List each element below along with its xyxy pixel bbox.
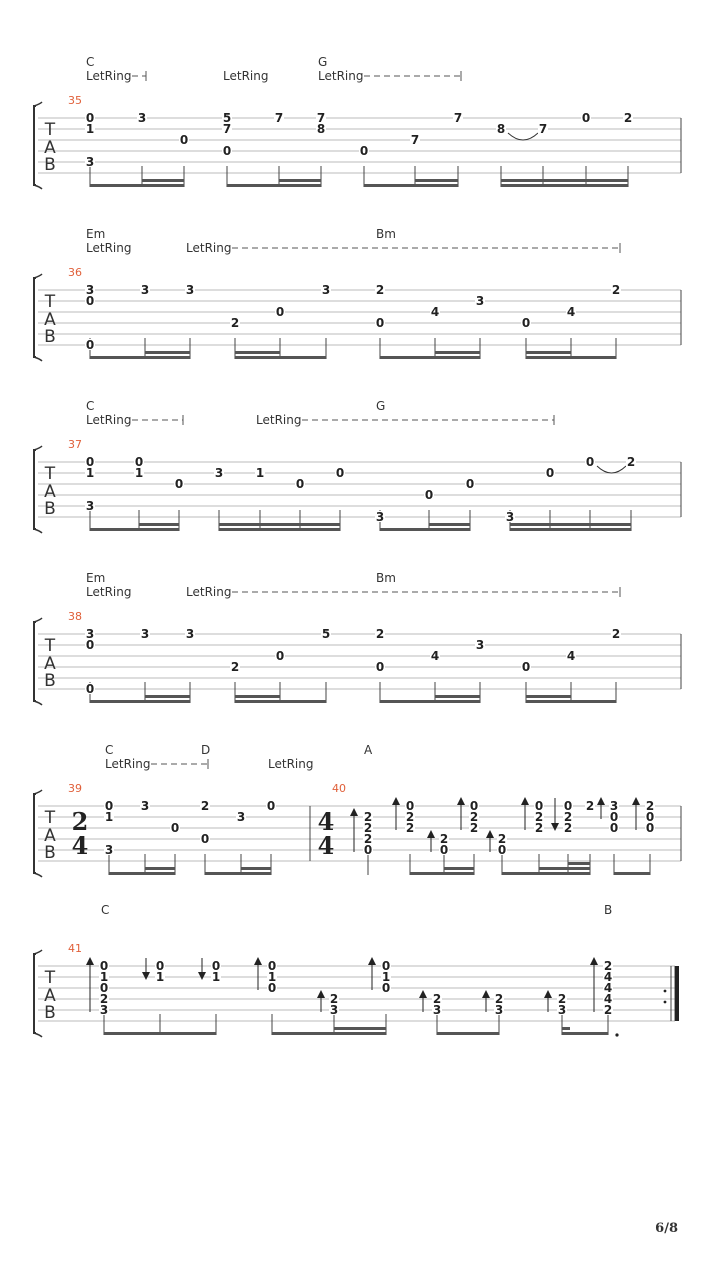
bracket-curl	[34, 618, 42, 705]
fret-number: 2	[603, 1003, 613, 1017]
beam	[227, 184, 321, 187]
beam	[510, 528, 631, 531]
beam	[364, 184, 458, 187]
fret-number: 2	[497, 832, 507, 846]
fret-number: 0	[99, 981, 109, 995]
letring-label: LetRing	[86, 413, 132, 427]
fret-number: 2	[439, 832, 449, 846]
fret-number: 0	[375, 660, 385, 674]
fret-number: 0	[104, 799, 114, 813]
fret-number: 0	[267, 959, 277, 973]
fret-number: 3	[329, 1003, 339, 1017]
strum-up-arrow-icon	[254, 957, 262, 965]
fret-number: 1	[104, 810, 114, 824]
tab-system	[34, 415, 681, 533]
fret-number: 0	[275, 649, 285, 663]
fret-number: 0	[469, 799, 479, 813]
final-barline	[675, 966, 679, 1021]
beam	[104, 1032, 216, 1035]
fret-number: 3	[85, 627, 95, 641]
fret-number: 2	[557, 992, 567, 1006]
tab-clef-a: A	[44, 986, 56, 1006]
tie	[597, 466, 626, 473]
beam	[437, 1032, 499, 1035]
tab-clef-b: B	[44, 499, 56, 519]
fret-number: 0	[381, 959, 391, 973]
fret-number: 0	[275, 305, 285, 319]
measure-number: 41	[68, 942, 82, 955]
fret-number: 0	[424, 488, 434, 502]
beam	[90, 184, 184, 187]
beam	[435, 695, 480, 698]
tie	[508, 133, 538, 140]
beam	[539, 867, 590, 870]
system-bracket	[34, 622, 36, 701]
fret-number: 1	[134, 466, 144, 480]
beam	[510, 523, 631, 526]
fret-number: 5	[321, 627, 331, 641]
fret-number: 0	[266, 799, 276, 813]
fret-number: 0	[563, 799, 573, 813]
beam	[109, 872, 175, 875]
strum-down-arrow-icon	[198, 972, 206, 980]
tab-system	[34, 587, 681, 705]
strum-up-arrow-icon	[597, 797, 605, 805]
fret-number: 2	[375, 627, 385, 641]
beam	[526, 695, 571, 698]
tab-clef-a: A	[44, 310, 56, 330]
chord-name: C	[86, 55, 95, 69]
fret-number: 2	[611, 627, 621, 641]
fret-number: 0	[222, 144, 232, 158]
fret-number: 1	[155, 970, 165, 984]
strum-up-arrow-icon	[317, 990, 325, 998]
time-signature-bottom: 4	[317, 831, 335, 860]
fret-number: 1	[99, 970, 109, 984]
fret-number: 3	[137, 111, 147, 125]
system-bracket	[34, 954, 36, 1033]
measure-number: 38	[68, 610, 82, 623]
fret-number: 0	[581, 111, 591, 125]
fret-number: 2	[534, 821, 544, 835]
fret-number: 0	[405, 799, 415, 813]
fret-number: 2	[494, 992, 504, 1006]
fret-number: 0	[521, 316, 531, 330]
system-bracket	[34, 106, 36, 185]
measure-number: 37	[68, 438, 82, 451]
fret-number: 1	[85, 466, 95, 480]
bracket-curl	[34, 446, 42, 533]
fret-number: 0	[200, 832, 210, 846]
fret-number: 2	[363, 821, 373, 835]
fret-number: 1	[255, 466, 265, 480]
beam	[142, 179, 184, 182]
beam	[502, 872, 590, 875]
beam	[219, 528, 340, 531]
beam	[380, 528, 470, 531]
fret-number: 2	[563, 810, 573, 824]
chord-name: G	[376, 399, 386, 413]
chord-name: Bm	[376, 227, 396, 241]
fret-number: 0	[497, 843, 507, 857]
fret-number: 0	[267, 981, 277, 995]
fret-number: 3	[85, 283, 95, 297]
fret-number: 0	[155, 959, 165, 973]
fret-number: 0	[645, 810, 655, 824]
fret-number: 3	[85, 499, 95, 513]
fret-number: 2	[534, 810, 544, 824]
fret-number: 4	[430, 305, 440, 319]
fret-number: 1	[85, 122, 95, 136]
fret-number: 0	[359, 144, 369, 158]
fret-number: 2	[645, 799, 655, 813]
beam	[235, 356, 326, 359]
strum-up-arrow-icon	[427, 830, 435, 838]
beam	[380, 356, 480, 359]
strum-up-arrow-icon	[482, 990, 490, 998]
time-signature-top: 4	[317, 807, 335, 836]
strum-up-arrow-icon	[392, 797, 400, 805]
strum-up-arrow-icon	[590, 957, 598, 965]
fret-number: 3	[432, 1003, 442, 1017]
fret-number: 3	[505, 510, 515, 524]
measure-number: 40	[332, 782, 346, 795]
beam	[145, 867, 175, 870]
fret-number: 0	[85, 338, 95, 352]
fret-number: 4	[566, 649, 576, 663]
letring-label: LetRing	[223, 69, 269, 83]
tab-clef-b: B	[44, 155, 56, 175]
fret-number: 0	[295, 477, 305, 491]
fret-number: 3	[236, 810, 246, 824]
beam	[562, 1032, 608, 1035]
fret-number: 3	[104, 843, 114, 857]
strum-up-arrow-icon	[368, 957, 376, 965]
tab-clef-b: B	[44, 1003, 56, 1023]
tab-clef-a: A	[44, 654, 56, 674]
fret-number: 0	[545, 466, 555, 480]
fret-number: 2	[363, 810, 373, 824]
fret-number: 3	[185, 283, 195, 297]
time-signature-top: 2	[71, 807, 89, 836]
fret-number: 0	[375, 316, 385, 330]
tab-system	[34, 759, 681, 877]
fret-number: 7	[274, 111, 284, 125]
chord-name: G	[318, 55, 328, 69]
fret-number: 1	[381, 970, 391, 984]
fret-number: 7	[222, 122, 232, 136]
fret-number: 0	[363, 843, 373, 857]
fret-number: 0	[335, 466, 345, 480]
strum-up-arrow-icon	[486, 830, 494, 838]
fret-number: 5	[222, 111, 232, 125]
fret-number: 7	[410, 133, 420, 147]
fret-number: 3	[375, 510, 385, 524]
beam	[241, 867, 271, 870]
fret-number: 0	[645, 821, 655, 835]
bracket-curl	[34, 950, 42, 1037]
chord-name: A	[364, 743, 373, 757]
fret-number: 3	[140, 627, 150, 641]
fret-number: 2	[432, 992, 442, 1006]
fret-number: 7	[316, 111, 326, 125]
beam	[444, 867, 474, 870]
fret-number: 2	[563, 821, 573, 835]
fret-number: 3	[140, 799, 150, 813]
fret-number: 2	[611, 283, 621, 297]
beam	[235, 351, 280, 354]
beam	[501, 179, 628, 182]
beam	[205, 872, 271, 875]
fret-number: 0	[99, 959, 109, 973]
fret-number: 7	[538, 122, 548, 136]
beam	[614, 872, 650, 875]
tab-clef-t: T	[44, 464, 56, 484]
fret-number: 8	[316, 122, 326, 136]
beam	[415, 179, 458, 182]
beam	[429, 523, 470, 526]
chord-name: B	[604, 903, 613, 917]
beam	[235, 700, 326, 703]
letring-label: LetRing	[105, 757, 151, 771]
fret-number: 3	[609, 799, 619, 813]
tab-clef-b: B	[44, 671, 56, 691]
fret-number: 2	[363, 832, 373, 846]
chord-name: Em	[86, 571, 106, 585]
beam	[235, 695, 280, 698]
strum-up-arrow-icon	[457, 797, 465, 805]
fret-number: 0	[85, 638, 95, 652]
tab-clef-t: T	[44, 120, 56, 140]
tab-system	[34, 950, 679, 1037]
measure-number: 39	[68, 782, 82, 795]
page-number: 6/8	[655, 1221, 678, 1236]
fret-number: 2	[230, 660, 240, 674]
tab-clef-a: A	[44, 138, 56, 158]
duration-dot	[615, 1033, 618, 1036]
fret-number: 2	[603, 959, 613, 973]
letring-label: LetRing	[86, 585, 132, 599]
chord-name: D	[201, 743, 211, 757]
fret-number: 4	[603, 992, 613, 1006]
letring-label: LetRing	[86, 69, 132, 83]
fret-number: 3	[185, 627, 195, 641]
fret-number: 1	[267, 970, 277, 984]
fret-number: 0	[585, 455, 595, 469]
fret-number: 2	[200, 799, 210, 813]
fret-number: 0	[134, 455, 144, 469]
beam	[219, 523, 340, 526]
fret-number: 2	[626, 455, 636, 469]
letring-label: LetRing	[256, 413, 302, 427]
beam	[526, 700, 616, 703]
chord-name: Em	[86, 227, 106, 241]
beam	[526, 356, 616, 359]
beam	[145, 695, 190, 698]
page-number-holder	[655, 1221, 678, 1236]
fret-number: 7	[453, 111, 463, 125]
fret-number: 0	[521, 660, 531, 674]
letring-label: LetRing	[268, 757, 314, 771]
fret-number: 2	[623, 111, 633, 125]
fret-number: 8	[496, 122, 506, 136]
tab-clef-a: A	[44, 482, 56, 502]
strum-up-arrow-icon	[544, 990, 552, 998]
fret-number: 3	[99, 1003, 109, 1017]
letring-label: LetRing	[186, 585, 232, 599]
fret-number: 4	[430, 649, 440, 663]
measure-number: 36	[68, 266, 82, 279]
fret-number: 3	[557, 1003, 567, 1017]
fret-number: 2	[230, 316, 240, 330]
tab-clef-t: T	[44, 292, 56, 312]
fret-number: 2	[329, 992, 339, 1006]
strum-up-arrow-icon	[86, 957, 94, 965]
tab-clef-t: T	[44, 636, 56, 656]
fret-number: 0	[174, 477, 184, 491]
bracket-curl	[34, 102, 42, 189]
chord-name: C	[101, 903, 110, 917]
beam	[279, 179, 321, 182]
fret-number: 2	[585, 799, 595, 813]
chord-name: C	[86, 399, 95, 413]
fret-number: 0	[381, 981, 391, 995]
repeat-dot	[664, 1001, 667, 1004]
beam	[90, 356, 190, 359]
letring-label: LetRing	[86, 241, 132, 255]
tab-clef-b: B	[44, 327, 56, 347]
letring-label: LetRing	[186, 241, 232, 255]
tab-clef-a: A	[44, 826, 56, 846]
fret-number: 2	[99, 992, 109, 1006]
beam	[139, 523, 179, 526]
tab-system	[34, 71, 681, 189]
beam	[334, 1027, 386, 1030]
fret-number: 3	[475, 294, 485, 308]
beam	[568, 862, 590, 865]
fret-number: 0	[465, 477, 475, 491]
fret-number: 4	[603, 981, 613, 995]
chord-name: C	[105, 743, 114, 757]
fret-number: 4	[566, 305, 576, 319]
tab-clef-t: T	[44, 968, 56, 988]
strum-up-arrow-icon	[632, 797, 640, 805]
beam	[562, 1027, 570, 1030]
fret-number: 3	[140, 283, 150, 297]
fret-number: 4	[603, 970, 613, 984]
repeat-dot	[664, 990, 667, 993]
bracket-curl	[34, 274, 42, 361]
fret-number: 2	[405, 821, 415, 835]
beam	[380, 700, 480, 703]
fret-number: 3	[321, 283, 331, 297]
fret-number: 2	[405, 810, 415, 824]
fret-number: 0	[211, 959, 221, 973]
fret-number: 3	[494, 1003, 504, 1017]
fret-number: 0	[85, 682, 95, 696]
fret-number: 0	[85, 111, 95, 125]
measure-number: 35	[68, 94, 82, 107]
fret-number: 1	[211, 970, 221, 984]
tab-system	[34, 243, 681, 361]
beam	[501, 184, 628, 187]
fret-number: 3	[85, 155, 95, 169]
fret-number: 0	[179, 133, 189, 147]
beam	[526, 351, 571, 354]
beam	[410, 872, 474, 875]
fret-number: 3	[214, 466, 224, 480]
system-bracket	[34, 794, 36, 873]
fret-number: 2	[375, 283, 385, 297]
fret-number: 2	[469, 810, 479, 824]
fret-number: 0	[170, 821, 180, 835]
beam	[90, 700, 190, 703]
strum-down-arrow-icon	[551, 823, 559, 831]
time-signature-bottom: 4	[71, 831, 89, 860]
beam	[272, 1032, 386, 1035]
beam	[90, 528, 179, 531]
beam	[435, 351, 480, 354]
strum-up-arrow-icon	[521, 797, 529, 805]
fret-number: 3	[475, 638, 485, 652]
tab-clef-b: B	[44, 843, 56, 863]
strum-up-arrow-icon	[419, 990, 427, 998]
system-bracket	[34, 450, 36, 529]
fret-number: 0	[439, 843, 449, 857]
fret-number: 0	[609, 821, 619, 835]
fret-number: 0	[534, 799, 544, 813]
strum-up-arrow-icon	[350, 808, 358, 816]
fret-number: 0	[85, 294, 95, 308]
letring-label: LetRing	[318, 69, 364, 83]
bracket-curl	[34, 790, 42, 877]
chord-name: Bm	[376, 571, 396, 585]
fret-number: 0	[609, 810, 619, 824]
fret-number: 0	[85, 455, 95, 469]
system-bracket	[34, 278, 36, 357]
tab-clef-t: T	[44, 808, 56, 828]
beam	[145, 351, 190, 354]
fret-number: 2	[469, 821, 479, 835]
strum-down-arrow-icon	[142, 972, 150, 980]
